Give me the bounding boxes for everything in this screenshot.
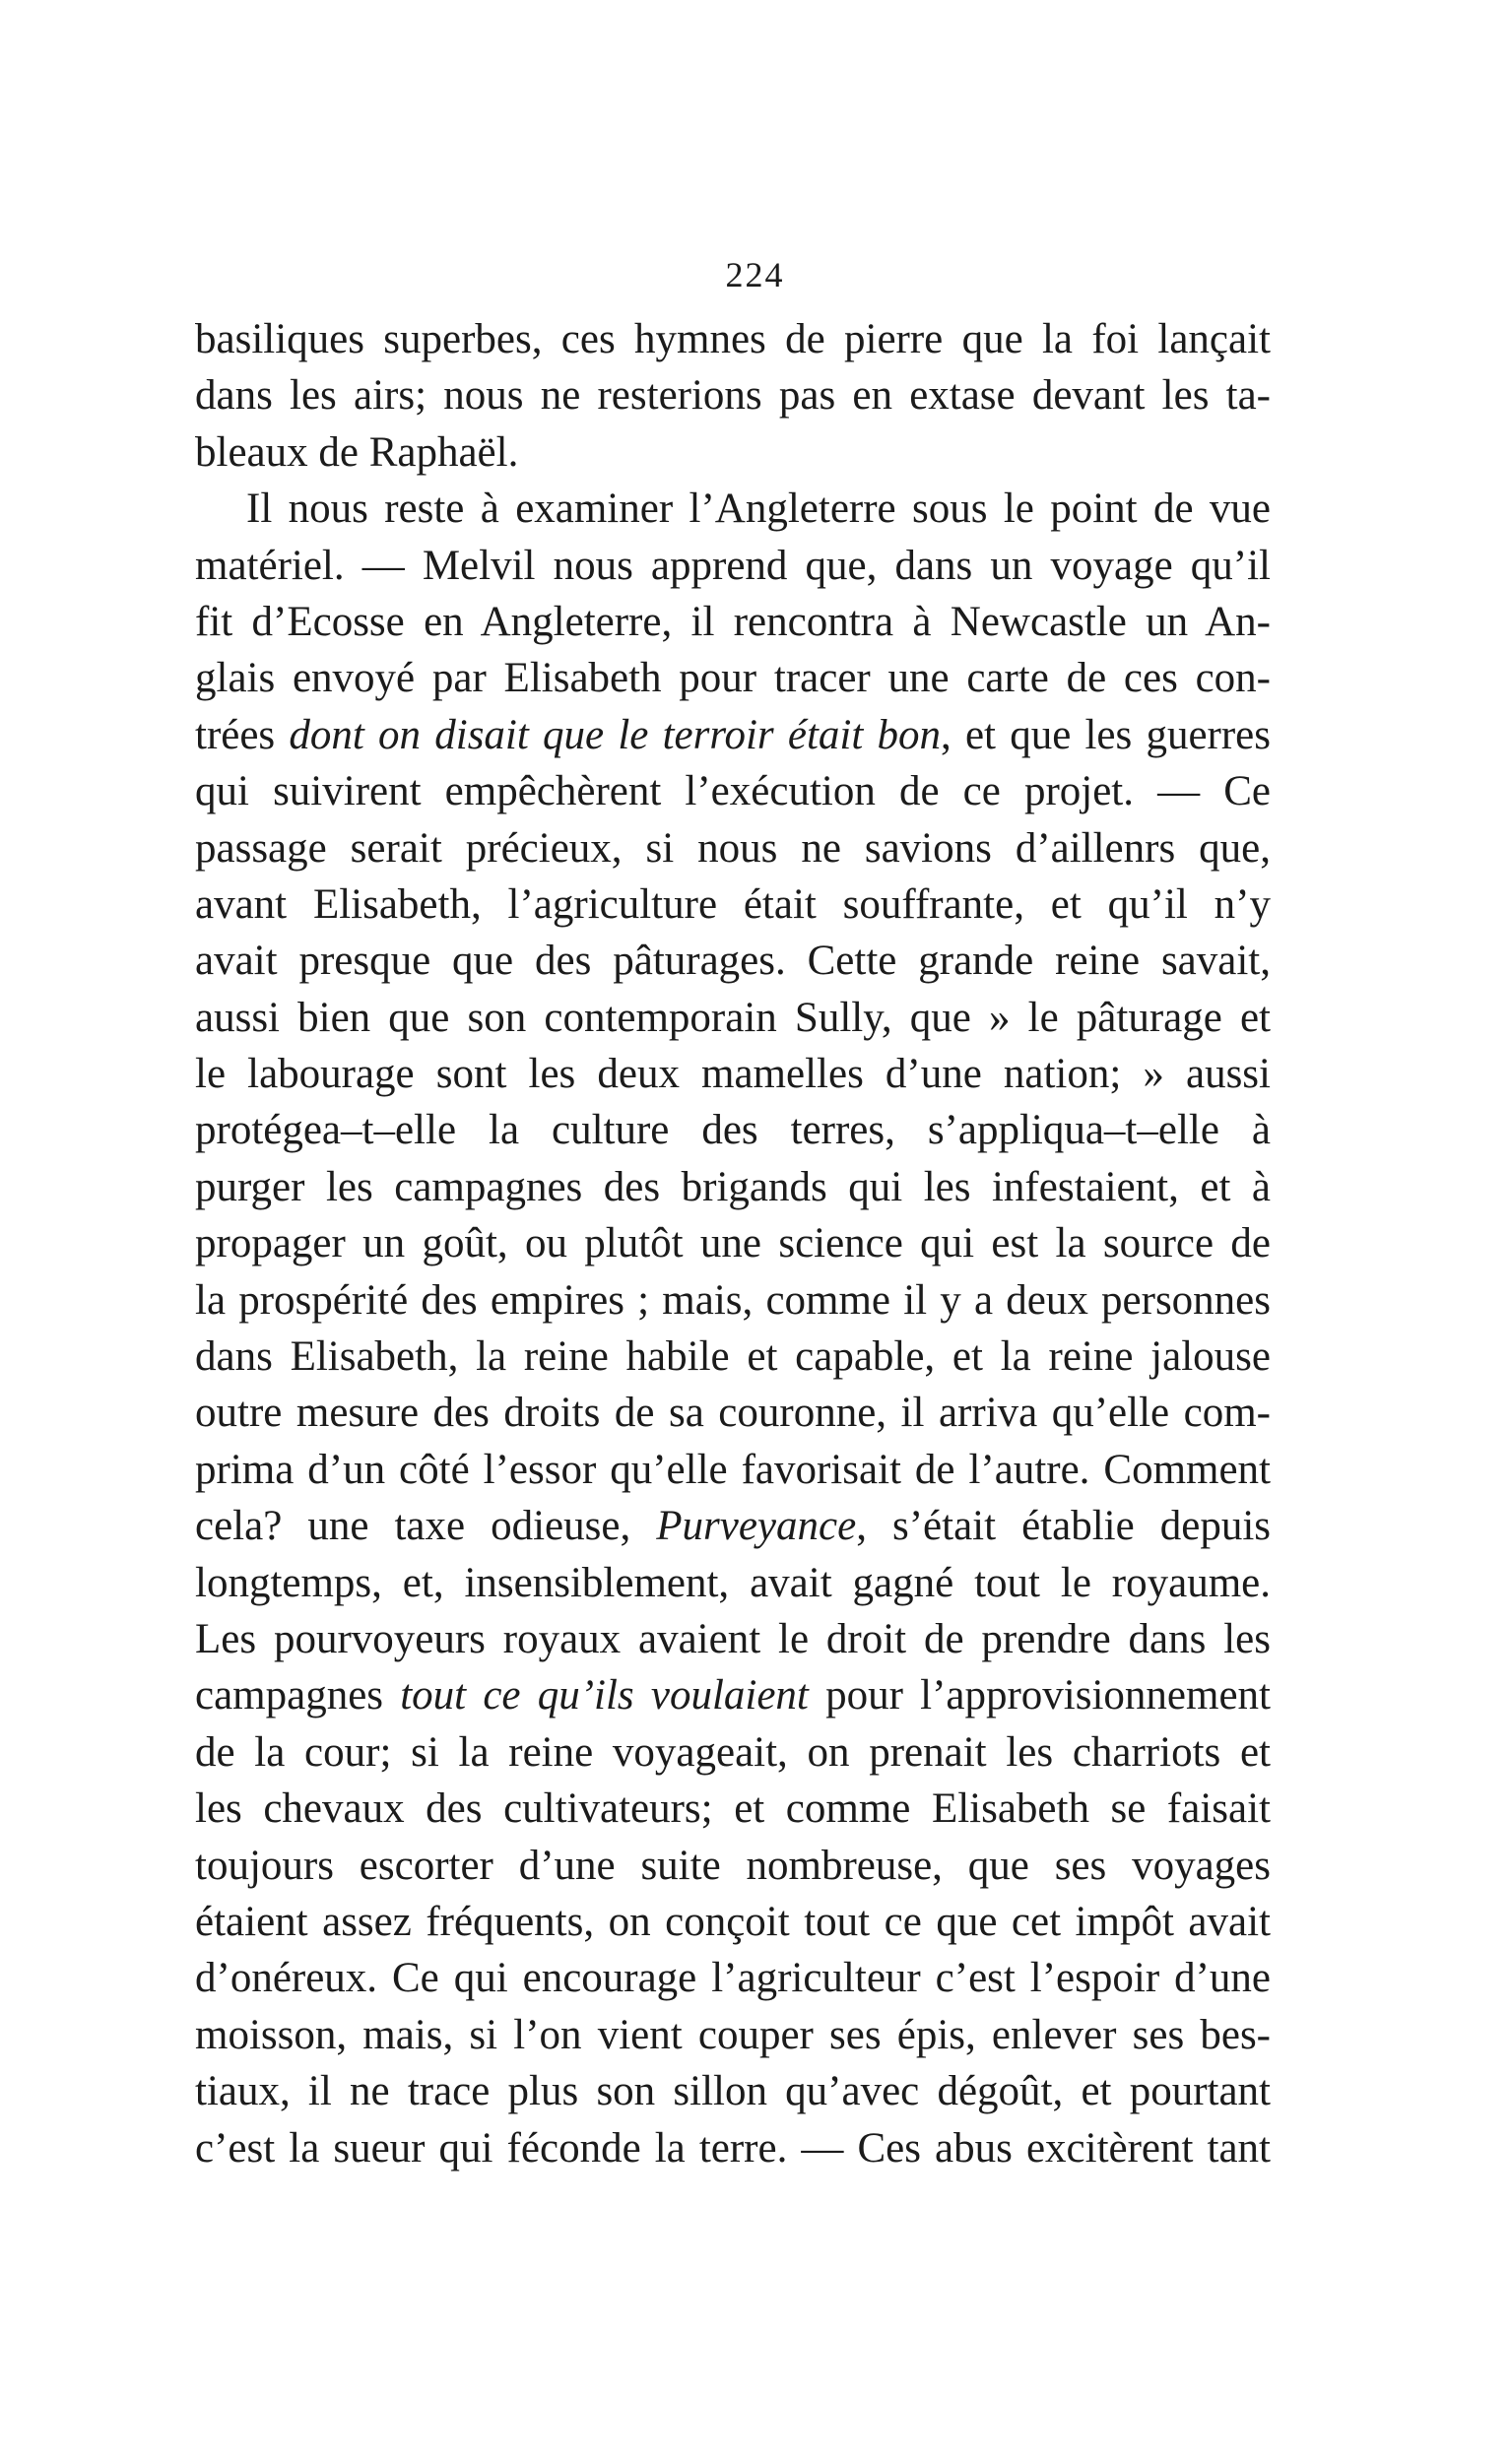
text-run: trées (195, 711, 290, 758)
text-line: purger les campagnes des brigands qui les infestaient, et à (195, 1163, 1271, 1210)
text-run: , s’était établie depuis (856, 1503, 1272, 1550)
text-line: fit d’Ecosse en Angleterre, il rencontra à Newcastle un An- (195, 598, 1271, 645)
text-line: toujours escorter d’une suite nombreuse, que ses voyages (195, 1842, 1271, 1889)
text-line: étaient assez fréquents, on conçoit tout ce que cet impôt avait (195, 1898, 1271, 1945)
text-line (195, 1667, 1271, 1723)
text-line: passage serait précieux, si nous ne savions d’aillenrs que, (195, 824, 1271, 872)
text-line: propager un goût, ou plutôt une science qui est la source de (195, 1220, 1271, 1267)
text-line: aussi bien que son contemporain Sully, que » le pâturage et (195, 994, 1271, 1041)
text-line: tiaux, il ne trace plus son sillon qu’avec dégoût, et pourtant (195, 2068, 1271, 2115)
text-line: glais envoyé par Elisabeth pour tracer une carte de ces con- (195, 655, 1271, 702)
text-run: cela? une taxe odieuse, (195, 1503, 657, 1550)
text-line: dans les airs; nous ne resterions pas en extase devant les ta- (195, 372, 1271, 420)
text-line: basiliques superbes, ces hymnes de pierre que la foi lançait (195, 316, 1271, 362)
text-line: avant Elisabeth, l’agriculture était souffrante, et qu’il n’y (195, 880, 1271, 928)
text-line: qui suivirent empêchèrent l’exécution de ce projet. — Ce (195, 768, 1271, 815)
text-line: bleaux de Raphaël. (195, 428, 519, 476)
text-run: , et que les guerres (941, 711, 1272, 758)
text-line: prima d’un côté l’essor qu’elle favorisait de l’autre. Comment (195, 1446, 1271, 1493)
text-line: moisson, mais, si l’on vient couper ses épis, enlever ses bes- (195, 2011, 1271, 2058)
text-line: Les pourvoyeurs royaux avaient le droit de prendre dans les (195, 1615, 1271, 1662)
text-run: campagnes (195, 1672, 401, 1719)
text-line: matériel. — Melvil nous apprend que, dans un voyage qu’il (195, 542, 1271, 589)
italic-text: tout ce qu’ils voulaient (400, 1672, 809, 1719)
page-number: 224 (725, 255, 785, 294)
text-line: longtemps, et, insensiblement, avait gagné tout le royaume. (195, 1559, 1271, 1606)
text-line: la prospérité des empires ; mais, comme il y a deux personnes (195, 1276, 1271, 1324)
text-line: d’onéreux. Ce qui encourage l’agriculteur c’est l’espoir d’une (195, 1955, 1271, 2002)
body-text (195, 311, 1271, 2176)
text-run: pour l’approvisionnement (808, 1672, 1271, 1719)
text-line: dans Elisabeth, la reine habile et capable, et la reine jalouse (195, 1333, 1271, 1381)
text-line: de la cour; si la reine voyageait, on prenait les charriots et (195, 1728, 1271, 1776)
text-line: protégea–t–elle la culture des terres, s’appliqua–t–elle à (195, 1107, 1271, 1154)
text-line (195, 707, 1271, 763)
text-line: les chevaux des cultivateurs; et comme Elisabeth se faisait (195, 1785, 1271, 1833)
italic-text: dont on disait que le terroir était bon (289, 711, 941, 758)
text-line (195, 1498, 1271, 1554)
italic-text: Purveyance (656, 1503, 857, 1550)
text-line: c’est la sueur qui féconde la terre. — Ces abus excitèrent tant (195, 2124, 1271, 2172)
text-line: outre mesure des droits de sa couronne, il arriva qu’elle com- (195, 1390, 1271, 1437)
text-line: avait presque que des pâturages. Cette grande reine savait, (195, 938, 1271, 985)
text-line: le labourage sont les deux mamelles d’une nation; » aussi (195, 1051, 1271, 1098)
text-line: Il nous reste à examiner l’Angleterre sous le point de vue (246, 486, 1271, 533)
